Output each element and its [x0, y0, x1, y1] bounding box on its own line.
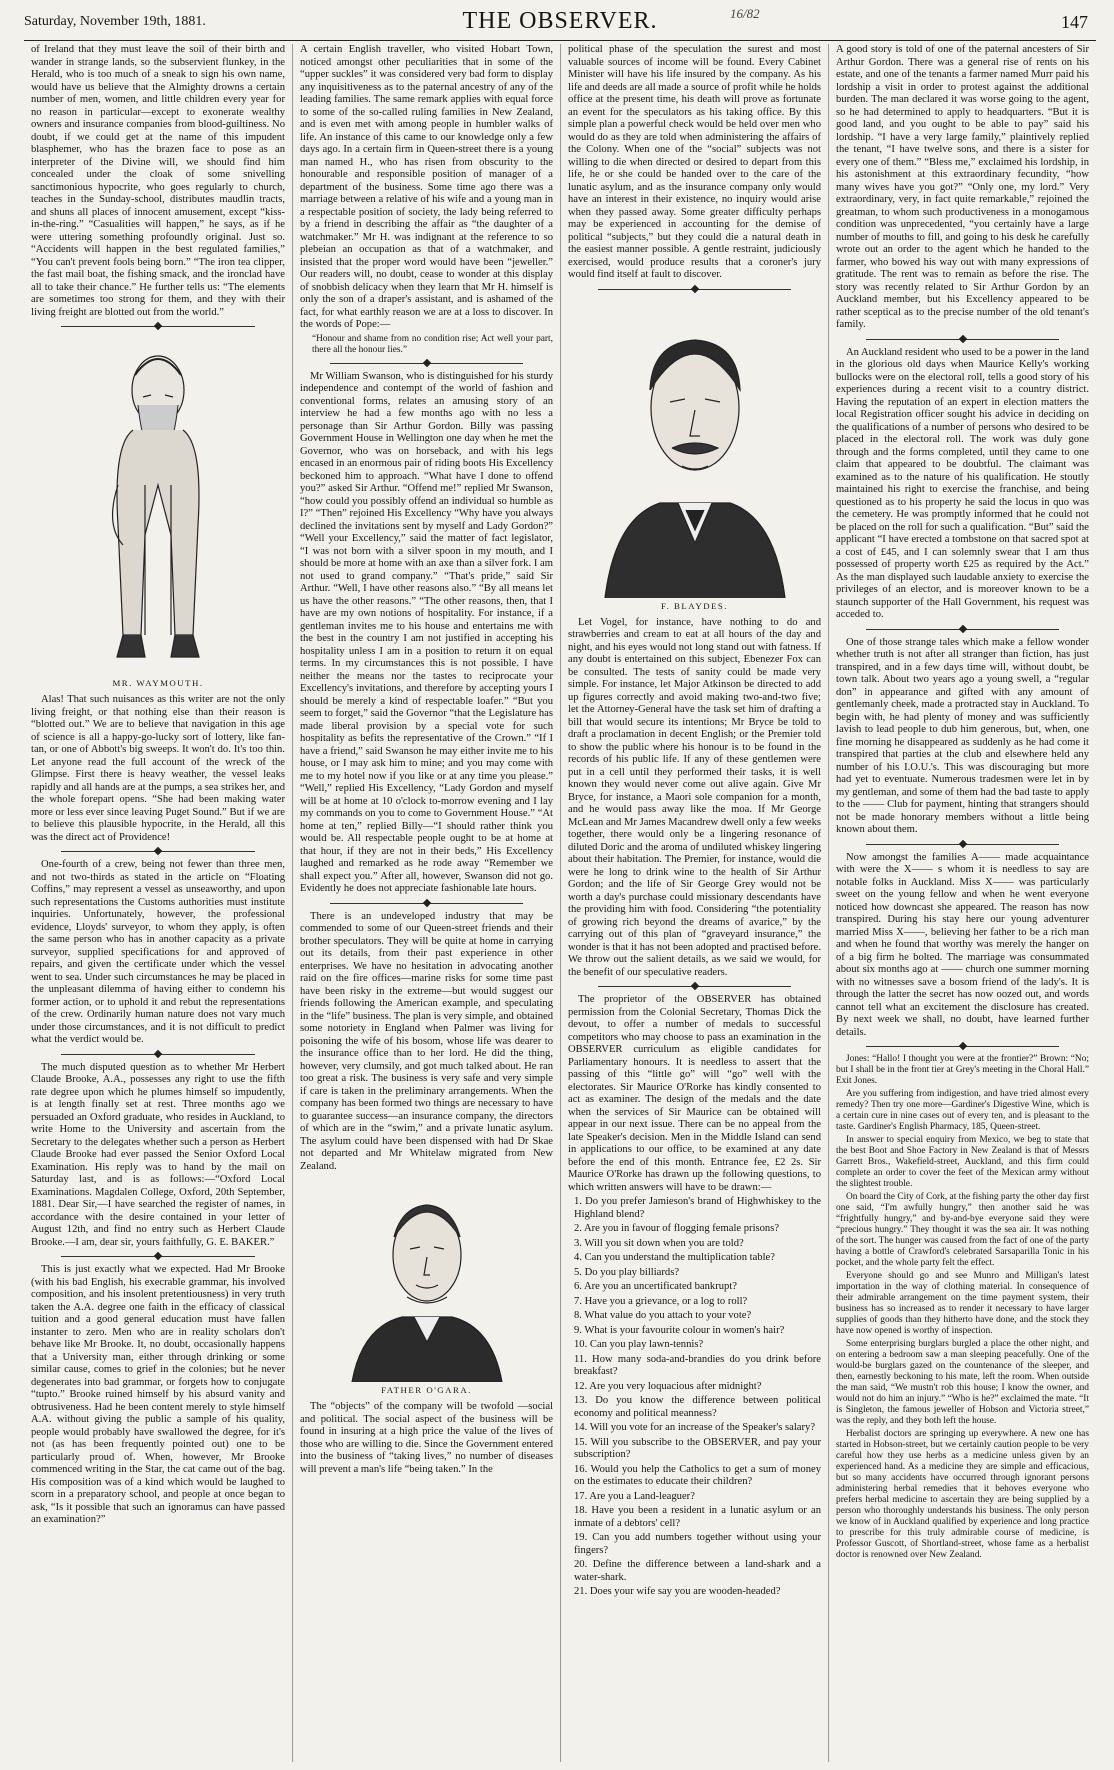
article-paragraph: Alas! That such nuisances as this writer are not the only living freight, or that nothing else than their reason is “blotted out.” We are to believe that navigation in this age of science is all a happy-go-lucky sort of lottery, like fan-tan, or one of Abbott's big sweeps. It won't do. It's too thin. Let anyone read the full account of the wreck of the Glimpse. First there is heavy weather, the vessel leaks rapidly and all hands are at the pumps, a sea strikes her, and the whole forepart opens. “She had been making water more or less ever since leaving Puget Sound.” But if we are to believe this plausible hypocrite, in the Herald, all this was the direct act of Providence!	[31, 694, 285, 843]
article-paragraph: One-fourth of a crew, being not fewer than three men, and not two-thirds as stated in the article on “Floating Coffins,” may represent a vessel as unseaworthy, and upon such representations the Customs authorities must institute inquiries. Unfortunately, however, the professional evidence, Lloyds' surveyor, to whom they apply, is often the same person who has in another capacity as a private surveyor, supplied specifications for and approved of repairs, and given the certificate under which the vessel went to sea. Under such circumstances he may be placed in the unpleasant dilemma of having either to condemn his former action, or to uphold it and rebut the representations of the crew. Ordinarily human nature does not vary much under those circumstances, and it is not difficult to predict what the verdict would be.	[31, 859, 285, 1045]
column-4	[828, 44, 1096, 1762]
question-item: 4. Can you understand the multiplication table?	[574, 1252, 775, 1263]
portrait-caption: MR. WAYMOUTH.	[112, 678, 204, 688]
article-paragraph: The much disputed question as to whether Mr Herbert Claude Brooke, A.A., possesses any right to use the fifth rate degree upon which he plumes himself so impudently, is at length finally set at rest. Three months ago we persuaded an Oxford graduate, who resides in Auckland, to write Home to the University and ascertain from the Secretary to the delegates whether such a person as Herbert Claude Brooke had ever passed the Senior Oxford Local Examination. His reply was to hand by the mail on Saturday last, and is as follows:—“Oxford Local Examinations. Magdalen College, Oxford, 20th September, 1881. Dear Sir,—I have searched the register of names, in accordance with the desire contained in your letter of August 12th, and find no entry such as Herbert Claude Brooke.—I am, dear sir, yours faithfully, G. E. BAKER.”	[31, 1061, 285, 1248]
advertisement-paragraph: Jones: “Hallo! I thought you were at the frontier?” Brown: “No; but I shall be in the front tier at Grey's meeting in the Choral Hall.” Exit Jones.	[836, 1054, 1089, 1086]
question-item: 9. What is your favourite colour in women's hair?	[574, 1324, 785, 1336]
article-paragraph: The “objects” of the company will be twofold —social and political. The social aspect of the business will be found in insuring at a high price the value of the lives of those who are willing to die. Since the Government entered into the business of “taking lives,” no number of diseases will prevent a man's life “being taken.” In the	[300, 1401, 553, 1475]
page-number: 147	[1061, 12, 1088, 32]
article-paragraph: There is an undeveloped industry that may be commended to some of our Queen-street friends and their brother speculators. They will be quite at home in carrying out its details, from their past experience in other enterprises. We have no hesitation in advocating another raid on the fire offices—marine risks for some time past have been risky in the extreme—but would suggest our friends following the American example, and speculating in the “life” business. The plan is very simple, and obtained some notoriety in England when Palmer was living for poisoning the wife of his bosom, whose life was dearer to the insurance office than to her lord. He did the thing, however, very clumsily, and got much talked about. He ran too great a risk. The business is very safe and very simple if care is taken in the preliminary arrangements. When the company has been formed two things are necessary to have to guarantee success—an insurance company, the directors of which are in the “swim,” and a private lunatic asylum. The asylum could have been dispensed with had Dr Skae not departed and Mr Whitelaw migrated from New Zealand.	[300, 910, 553, 1172]
verse-quote: “Honour and shame from no condition rise; Act well your part, there all the honour lies.”	[312, 333, 553, 355]
article-paragraph: One of those strange tales which make a fellow wonder whether truth is not after all stranger than fiction, has just transpired, and in a few days time will, without doubt, be town talk. About two years ago a young swell, a “regular don” in appearance and gifted with any amount of gentlemanly cheek, made a protracted stay in Auckland. To begin with, he had plenty of money and was sufficiently lavish to lead people to dub him generous, but, when, one fine morning he disappeared as suddenly as he had come it transpired that parties at the club and elsewhere held any number of his I.O.U.'s. This was discouraging but more had yet to eventuate. Numerous tradesmen were let in by my gentleman, and some of them had the bad taste to apply to the —— Club for payment, hinting that strangers should not be made honorary members without a little being known about them.	[836, 636, 1089, 835]
question-item: 12. Are you very loquacious after midnight?	[574, 1380, 762, 1392]
question-item: 3. Will you sit down when you are told?	[574, 1237, 744, 1249]
question-item: 8. What value do you attach to your vote?	[574, 1310, 752, 1321]
article-paragraph: Mr William Swanson, who is distinguished for his sturdy independence and contempt of the world of fashion and conventional forms, relates an amusing story of an interview he had a few months ago with no less a personage than Sir Arthur Gordon. Billy was passing Government House in Wellington one day when he met the Governor, who was on horseback, and with his legs encased in an enormous pair of riding boots His Excellency beckoned him to approach. “What have I done to offend you?” asked Sir Arthur. “Offend me!” replied Mr Swanson, “how could you possibly offend an individual so humble as I?” “Then” rejoined His Excellency “Why have you always declined the invitations sent by myself and Lady Gordon?” “Well your Excellency,” said the matter of fact legislator, “I was not born with a silver spoon in my mouth, and I should be more at home with an axe than a silver fork. I am not used to grand company.” “That's pride,” said Sir Arthur. “Well, I have other reasons also.” “By all means let us have the other reasons.” “The other reasons, then, that I have are my own notions of hospitality. For instance, if a gentleman invites me to his house and entertains me with the best in the country I am not justified in accepting his hospitality unless I am in a position to return it on equal terms. In my circumstances this is not possible. I have neither the means nor the tastes to reciprocate your Excellency's invitations, and therefore by accepting yours I should be merely a kind of respectable loafer.” “But you seem to forget,” said the Governor “that the Legislature has made liberal provision by a special vote for such hospitality as befits the representative of the Crown.” “If I have a friend,” said Swanson he may either invite me to his house, or I may ask him to mine; and you may come with me to my hotel now if you like or at any time you please.” “Well,” replied His Excellency, “Lady Gordon and myself will be at home at 10 o'clock to-morrow evening and I lay my commands on you to come to Government House.” “At home at ten,” replied Billy—“I should rather think you would be. All respectable people ought to be at home at that hour, if they are not in their beds,” His Excellency laughed and remarked as he rode away “Remember we shall expect you.” After all, however, Swanson did not go. Evidently he does not appreciate fashionable late hours.	[300, 370, 553, 894]
advertisement-paragraph: Are you suffering from indigestion, and have tried almost every remedy? Then try one more—Gardiner's Digestive Wine, which is a certain cure in nine cases out of every ten, and is pleasant to the taste. Gardiner's English Pharmacy, 185, Queen-street.	[836, 1089, 1089, 1132]
article-paragraph: An Auckland resident who used to be a power in the land in the glorious old days when Maurice Kelly's working bullocks were on the electoral roll, tells a good story of his experiences during a recent visit to a country district. Having the reputation of an expert in election matters the local Registration officer sought his advice in deciding on the qualifications of a number of persons who desired to be placed in the electoral roll. The work was duly gone through and the forms completed, until they came to one claim that appeared to be doubtful. The claimant was examined as to the nature of his qualification. He stoutly maintained his right to exercise the franchise, and being questioned as to his property he said the locus in quo was the cemetery. He was promptly informed that he could not be placed on the roll for such a qualification. “But” said the applicant “I have erected a tombstone on that sacred spot at a cost of £45, and I can solemnly swear that I am thus possessed of property worth £25 as required by the Act.” As the man displayed such laudable anxiety to exercise the privileges of an elector, and is moreover known to be a staunch supporter of the Hall Government, his request was acceded to.	[836, 346, 1089, 620]
columns	[24, 44, 1096, 1762]
question-item: 5. Do you play billiards?	[574, 1266, 680, 1278]
section-divider	[866, 625, 1059, 634]
advertisement-paragraph: Herbalist doctors are springing up everywhere. A new one has started in Hobson-street, but we certainly caution people to be very careful how they use herbs as a medicine unless given by an experienced hand. As a medicine they are simple and efficacious, but so many accidents have occurred through ignorant persons administering herbal remedies that it behoves everyone who prefers herbal medicine to ascertain they are being supplied by a person who thoroughly understands his business. The only person we know of in Auckland qualified by experience and long practice to prescribe for this truly admirable course of medicine, is Professor Guscott, of Shortland-street, whose fame as a herbalist doctor is renowned over New Zealand.	[836, 1429, 1089, 1560]
question-item: 11. How many soda-and-brandies do you drink before breakfast?	[574, 1353, 821, 1377]
question-item: 13. Do you know the difference between political economy and political meanness?	[574, 1395, 821, 1419]
portrait-caption: FATHER O'GARA.	[381, 1385, 472, 1395]
article-paragraph: Let Vogel, for instance, have nothing to do and strawberries and cream to eat at all hours of the day and night, and his eyes would not long stand out with fatness. If any doubt is entertained on this subject, Ebenezer Fox can be consulted. The tests of sanity could be made very simple. For instance, let Major Atkinson be directed to add up figures correctly and avoid making two-and-two five; let the Attorney-General have the task set him of drafting a bill that would secure its intentions; Mr Bryce be told to draft a proclamation in decent English; or the Premier told to show the public where his honour is to be found in the records of his public life. If any of these gentlemen were put in a cell until they performed their tasks, it is well known they would never come out alive again. Give Mr Bryce, for instance, a Maori sole companion for a month, and he would pass away like the moa. If Mr George McLean and Mr James Macandrew dwell only a few weeks together, there would only be a lingering resonance of diluted Doric and the aroma of undiluted whiskey lingering about their habitation. The Premier, for instance, would die were he long to drink wine to the health of Sir Arthur Gordon; and the life of Sir George Grey would not be worth a day's purchase could missionary descendants have the providing him with food. Considering “the potentiality of growing rich beyond the dreams of avarice,” by the carrying out of this plan of “graveyard insurance,” the wonder is that it has not been adopted and practised before. We throw out the salient details, as we said we would, for the benefit of our speculative readers.	[568, 616, 821, 978]
section-divider	[866, 1042, 1059, 1051]
newspaper-title: THE OBSERVER.	[462, 8, 658, 34]
question-item: 1. Do you prefer Jamieson's brand of Highwhiskey to the Highland blend?	[574, 1196, 821, 1220]
section-divider	[598, 982, 791, 991]
article-paragraph: Now amongst the families A—— made acquaintance with were the X—— s whom it is needless to say are notable folks in Auckland. Miss X—— was particularly sweet on the young fellow and when he went everyone noticed how downcast she appeared. The reason has now transpired. During his stay here our young adventurer married Miss X——, believing her father to be a rich man and when he found that worthy was merely the hanger on of a big firm he bolted. The marriage was consummated about six months ago at —— church one summer morning with no witnesses save a bosom friend of the lady's. It is through the latter the secret has now oozed out, and words cannot tell what an excitement the disclosure has created. By next week we shall, no doubt, have learned further details.	[836, 851, 1089, 1038]
masthead	[24, 6, 1096, 41]
examination-questions	[568, 1196, 821, 1599]
question-item: 7. Have you a grievance, or a log to roll?	[574, 1295, 748, 1307]
section-divider	[866, 840, 1059, 849]
portrait-waymouth-illustration	[83, 335, 233, 675]
question-item: 17. Are you a Land-leaguer?	[574, 1490, 695, 1502]
section-divider	[61, 1252, 255, 1261]
advertisement-paragraph: On board the City of Cork, at the fishing party the other day first one said, “I'm awfully hungry,” then another said he was “frightfully hungry,” and by-and-bye everyone said they were “precious hungry.” They thought it was the sea air. It was nothing of the sort. The hunger was caused from the fact of one of the party having a bottle of Crawford's celebrated Sarsaparilla Tonic in his pocket, and the whole party felt the effect.	[836, 1192, 1089, 1268]
section-divider	[61, 1050, 255, 1059]
section-divider	[330, 359, 523, 368]
article-paragraph: A certain English traveller, who visited Hobart Town, noticed amongst other peculiarities that in some of the “upper suckles” it was considered very bad form to display any inquisitiveness as to the paternal ancestry of any of the leading families. The same remark applies with equal force to some of the so-called ruling families in New Zealand, and is even met with among people in humbler walks of life. An instance of this came to our knowledge only a few days ago. In a certain firm in Queen-street there is a young man named H., who has risen from obscurity to the honourable and responsible position of manager of a department of the business. Some time ago there was a marriage between a relative of his wife and a young man in a respectable position of society, the lady being referred to by a friend in describing the affair as “the daughter of a watchmaker.” Mr H. was indignant at the reference to so plebeian an occupation as that of a watchmaker, and insisted that the proper word would have been “jeweller.” Our readers will, no doubt, cease to wonder at this display of snobbish delicacy when they learn that Mr H. himself is only the son of a draper's assistant, and is ashamed of the fact, for what earthly reason we are at a loss to discover. In the words of Pope:—	[300, 44, 553, 330]
section-divider	[866, 335, 1059, 344]
portrait-caption: F. BLAYDES.	[660, 600, 729, 611]
question-item: 18. Have you been a resident in a lunatic asylum or an inmate of a debtors' cell?	[574, 1505, 821, 1529]
article-paragraph: The proprietor of the OBSERVER has obtained permission from the Colonial Secretary, Thomas Dick the devout, to offer a number of medals to successful competitors who may choose to pass an examination in the OBSERVER curriculum as eligible candidates for Parliamentary honours. It is needless to assert that the passing of this “little go” will “go” well with the electorates. Sir Maurice O'Rorke has kindly consented to act as examiner. The design of the medals and the date when the services of Sir Maurice can be obtained will appear in our next issue. There can be no appeal from the late Speaker's decision. Men in the Middle Island can send in applications to our office, to be examined at any date before the end of this month. Entrance fee, £2 2s. Sir Maurice O'Rorke has drawn up the following questions, to which written answers will have to be drawn:—	[568, 994, 821, 1193]
column-3	[560, 44, 828, 1762]
section-divider	[61, 847, 255, 856]
article-paragraph: of Ireland that they must leave the soil of their birth and wander in strange lands, so the subservient flunkey, in the Herald, who is too much of a sneak to sign his own name, would have us believe that the Almighty drowns a certain number of men, women, and little children every year for no reason in particular—except to exonerate wealthy owners and insurance companies from blood-guiltiness. No doubt, if we could get at the name of this impudent blasphemer, who has the brazen face to pose as an interpreter of the Divine will, we should find him concealed under the cloak of some snivelling sanctimonious hypocrite, who goes regularly to church, teaches in the Sunday-school, distributes maudlin tracts, and shuns all places of innocent amusement, except “kiss-in-the-ring.” “Casualities will happen,” he says, as if he were uttering something profoundly original. Just so. “Accidents will happen in the best regulated families,” “You can't prevent fools being born.” “The iron tea clipper, the fast mail boat, the fishing smack, and the ironclad have all to take their chance.” He further tells us: “The elements are sometimes too strong for them, and they with their living freight are blotted out from the world.”	[31, 44, 285, 318]
advertisement-paragraph: Some enterprising burglars burgled a place the other night, and on entering a bedroom saw a man sleeping peacefully. One of the would-be burglars gazed on the countenance of the sleeper, and then, earnestly beckoning to his mate, left the room. When outside the man said, “We mustn't rob this house; I know the owner, and would not do him an injury.” “Who is he?” exclaimed the mate. “It is Singleton, the famous jeweller of Hobson and Victoria street,” was the reply, and they both left the house.	[836, 1339, 1089, 1426]
issue-date: Saturday, November 19th, 1881.	[24, 14, 206, 29]
section-divider	[61, 322, 255, 331]
article-paragraph: political phase of the speculation the surest and most valuable sources of income will be found. Every Cabinet Minister will have his life insured by the company. As his life and deeds are all made a source of profit while he holds office at the present time, his death will prove as fortunate an event for the speculators as his taking office. By this simple plan a powerful check would be held over men who would do as they are told when administering the affairs of the Colony. When one of the “social” subjects was not willing to die when directed or desired to depart from this life, he or she could be handed over to the care of the lunatic asylum, and as the insurance company only would have an interest in their existence, no inquiry would arise when they passed away. Some greater difficulty perhaps may be experienced in accounting for the demise of political “subjects,” but they could die a natural death in the easiest manner possible. A gentle restraint, judiciously exercised, would produce results that a coroner's jury would find itself at fault to discover.	[568, 44, 821, 280]
article-paragraph: This is just exactly what we expected. Had Mr Brooke (with his bad English, his execrable grammar, his involved composition, and his insolent pretentiousness) in very truth taken the A.A. degree one faith in the efficacy of classical tuition and a good general education must have fallen instanter to zero. Men who are in reality scholars don't behave like Mr Brooke. It, no doubt, occasionally happens that a University man, either through drinking or some similar cause, comes to grief in the colonies; but he never degenerates into bad grammar, or forgets how to conjugate “tupto.” Brooke ruined himself by his absurd vanity and obtrusiveness. Had he been content merely to style himself A.A. without giving the public a sample of his quality, people would probably have swallowed the degree, for it's not (as has been frequently pointed out) one to be particularly proud of. When, however, Mr Brooke commenced writing in the Star, the cat came out of the bag. His composition was of a kind which would be laughed to scorn in a preparatory school, and people at once began to ask, “Is it possible that such an ignoramus can have passed an examination?”	[31, 1264, 285, 1525]
question-item: 14. Will you vote for an increase of the Speaker's salary?	[574, 1422, 816, 1433]
question-item: 16. Would you help the Catholics to get a sum of money on the estimates to educate their children?	[574, 1463, 821, 1487]
column-1	[24, 44, 292, 1762]
pencil-annotation: 16/82	[730, 6, 760, 21]
question-item: 6. Are you an uncertificated bankrupt?	[574, 1281, 737, 1292]
question-item: 19. Can you add numbers together without using your fingers?	[574, 1532, 821, 1556]
portrait-father-ogara-illustration	[332, 1177, 522, 1382]
question-item: 2. Are you in favour of flogging female prisons?	[574, 1223, 780, 1234]
section-divider	[330, 899, 523, 908]
article-paragraph: A good story is told of one of the paternal ancesters of Sir Arthur Gordon. There was a general rise of rents on his estate, and one of the tenants a farmer named Murr paid his lordship a visit in order to protest against the additional burden. The man declared it was worse going to the agent, so he had determined to apply to headquarters. “But it is good land, and you ought to be able to pay” said his lordship. “I have a very large family,” plaintively replied the tenant, “I have twelve sons, and there is a sister for every one of them.” “Bless me,” exclaimed his lordship, in his astonishment at this extraordinary fecundity, “how many wives have you got?” “Only one, my lord.” Very extraordinary, very, in fact quite remarkable,” rejoined the greatman, to whom such productiveness in a monogamous condition was unprecedented, “you certainly have a large number of mouths to fill, and going to his desk he carefully wrote out an order to the agent which he handed to the farmer, who bowed his way out with many expressions of gratitude. The rent was to remain as before the rise. The story was recently related to Sir Arthur Gordon by an Auckland member, but his Excellency appeared to be rather sceptical as to the precise number of the old tenant's family.	[836, 44, 1089, 330]
question-item: 15. Will you subscribe to the OBSERVER, and pay your subscription?	[574, 1436, 821, 1460]
advertisement-paragraph: Everyone should go and see Munro and Milligan's latest importation in the way of clothing material. In consequence of their admirable arrangement on the time payment system, their business has so increased as to render it necessary to have larger supplies of goods than they hitherto have done, and the stock they have now opened is worthy of inspection.	[836, 1271, 1089, 1336]
question-item: 10. Can you play lawn-tennis?	[574, 1339, 704, 1350]
advertisement-paragraph: In answer to special enquiry from Mexico, we beg to state that the best Boot and Shoe Factory in New Zealand is that of Messrs Garrett Bros., Wakefield-street, Auckland, and this firm could complete an order to cover the feet of the Mexican army without the slightest trouble.	[836, 1135, 1089, 1189]
portrait-blaydes-illustration	[590, 298, 800, 598]
question-item: 20. Define the difference between a land-shark and a water-shark.	[574, 1559, 821, 1583]
column-2	[292, 44, 560, 1762]
section-divider	[598, 285, 791, 294]
question-item: 21. Does your wife say you are wooden-headed?	[574, 1586, 781, 1597]
